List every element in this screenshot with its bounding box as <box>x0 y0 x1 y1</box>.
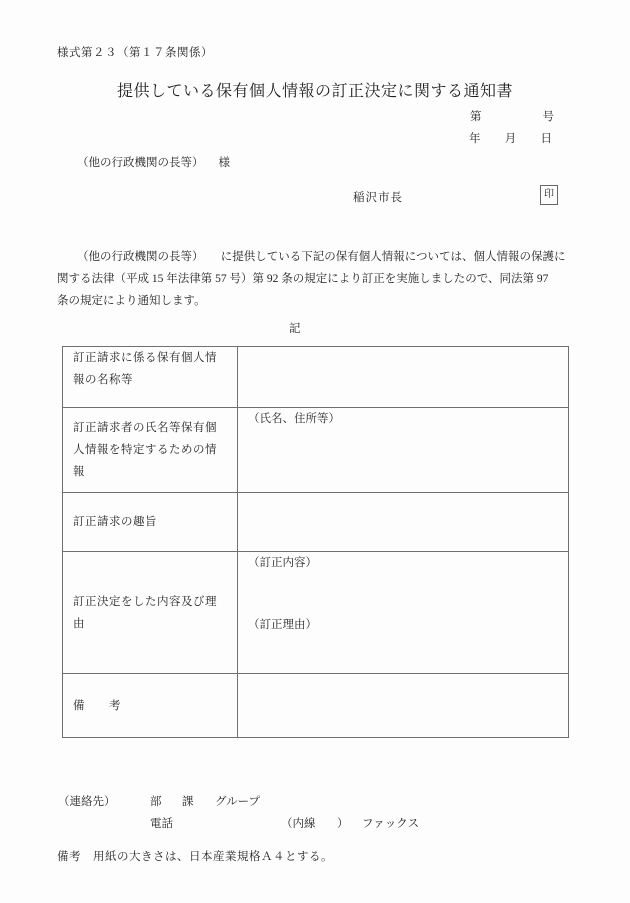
footer-note: 備考 用紙の大きさは、日本産業規格Ａ４とする。 <box>57 851 333 863</box>
row-value-remarks <box>238 674 569 738</box>
table-row <box>63 408 569 493</box>
document-number-prefix: 第 <box>470 111 482 123</box>
decision-reason-label: （訂正理由） <box>248 619 317 631</box>
table-row <box>63 493 569 552</box>
seal-box: 印 <box>540 185 558 205</box>
contact-phone-label: 電話 <box>150 818 173 830</box>
section-marker: 記 <box>289 323 301 335</box>
contact-section-label: 課 <box>182 796 194 808</box>
date-year-label: 年 <box>469 133 481 145</box>
document-number-suffix: 号 <box>542 111 554 123</box>
row-label-requester: 訂正請求者の氏名等保有個人情報を特定するための情報 <box>63 408 238 493</box>
date-month-label: 月 <box>504 133 517 145</box>
body-line: （他の行政機関の長等） に提供している下記の保有個人情報については、個人情報の保護に <box>77 251 566 263</box>
body-line: 条の規定により通知します。 <box>57 295 206 307</box>
table-row <box>63 674 569 738</box>
decision-content-label: （訂正内容） <box>248 557 317 569</box>
contact-group-label: グループ <box>215 796 261 808</box>
sender-name: 稲沢市長 <box>353 192 403 204</box>
form-number: 様式第２３（第１７条関係） <box>57 47 213 59</box>
body-line: 関する法律（平成 15 年法律第 57 号）第 92 条の規定により訂正を実施しましたので、同法第 97 <box>57 273 549 285</box>
contact-extension-close: ） <box>337 818 349 830</box>
row-label-decision: 訂正決定をした内容及び理由 <box>63 552 238 674</box>
table-row <box>63 347 569 408</box>
date-line <box>469 130 552 146</box>
contact-fax-label: ファックス <box>362 818 420 830</box>
row-value-purpose <box>238 493 569 552</box>
body-paragraph <box>57 246 575 312</box>
row-value-decision <box>238 552 569 674</box>
document-number-line <box>470 108 554 124</box>
recipient-line <box>77 154 230 170</box>
row-label-remarks: 備 考 <box>63 674 238 738</box>
document-title: 提供している保有個人情報の訂正決定に関する通知書 <box>116 83 513 100</box>
contact-department-label: 部 <box>150 796 162 808</box>
recipient-name: （他の行政機関の長等） <box>77 157 204 169</box>
contact-label: （連絡先） <box>58 796 116 808</box>
form-table <box>62 346 569 738</box>
table-row <box>63 552 569 674</box>
date-day-label: 日 <box>540 133 552 145</box>
row-label-name: 訂正請求に係る保有個人情報の名称等 <box>63 347 238 408</box>
row-value-requester: （氏名、住所等） <box>238 408 569 493</box>
recipient-honorific: 様 <box>218 157 230 169</box>
row-value-name <box>238 347 569 408</box>
row-label-purpose: 訂正請求の趣旨 <box>63 493 238 552</box>
contact-extension-open: （内線 <box>281 818 316 830</box>
